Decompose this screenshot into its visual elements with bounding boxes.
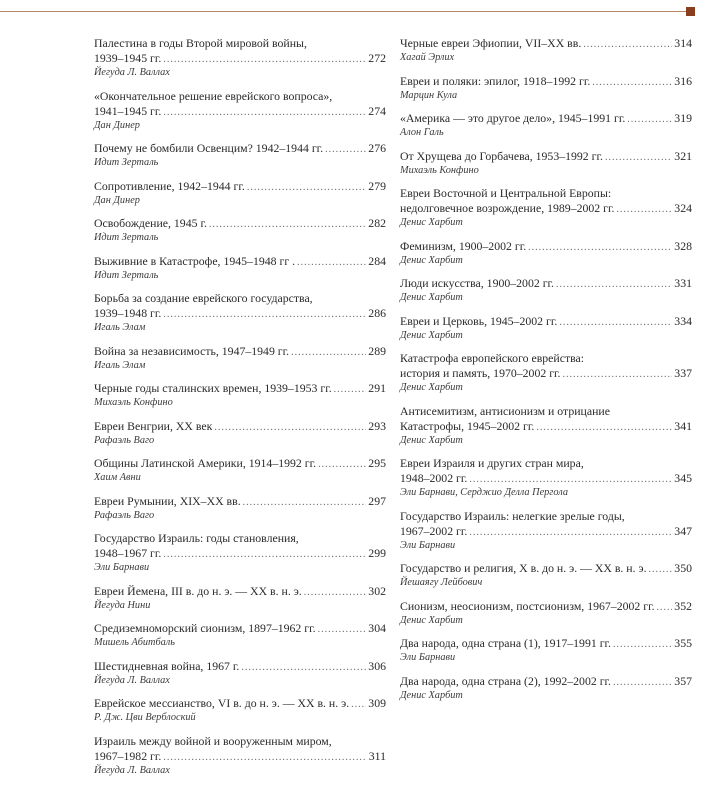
toc-entry[interactable] (400, 674, 692, 702)
entry-title-line (94, 179, 386, 195)
dot-leader (469, 525, 672, 540)
entry-author: Игаль Элам (94, 359, 146, 371)
entry-title: Государство и религия, X в. до н. э. — XX в. н. э. (400, 561, 647, 575)
page-number: 286 (368, 306, 386, 320)
entry-author: Михаэль Конфино (94, 397, 173, 408)
entry-title: Два народа, одна страна (1), 1917–1991 гг. (400, 636, 612, 650)
entry-title: Государство Израиль: нелегкие зрелые годы, (400, 508, 625, 523)
page-number: 355 (674, 636, 692, 650)
dot-leader (563, 367, 673, 382)
dot-leader (613, 675, 672, 690)
entry-author: Йегуда Л. Валлах (94, 764, 170, 776)
entry-author: Дан Динер (94, 119, 140, 131)
entry-title: Освобождение, 1945 г. (94, 216, 207, 230)
dot-leader (163, 105, 366, 120)
page-number: 274 (368, 103, 386, 118)
page-number: 316 (674, 73, 692, 88)
entry-title-line (94, 546, 386, 562)
toc-entry[interactable] (400, 404, 692, 447)
toc-entry[interactable] (94, 621, 386, 649)
entry-title-line (400, 419, 692, 435)
entry-title: Еврейское мессианство, VI в. до н. э. — XX в. н. э. (94, 696, 350, 710)
entry-title-line (94, 621, 386, 637)
entry-title: Палестина в годы Второй мировой войны, (94, 36, 307, 50)
entry-author: Дан Динер (94, 194, 140, 206)
dot-leader (325, 142, 366, 157)
entry-title-line (400, 599, 692, 615)
toc-entry[interactable] (400, 186, 692, 229)
entry-title-line (400, 404, 692, 419)
page-number: 304 (368, 621, 386, 635)
entry-title-line (94, 344, 386, 360)
entry-title-line (94, 51, 386, 67)
toc-entry[interactable] (94, 531, 386, 574)
entry-author: Денис Харбит (400, 614, 463, 626)
entry-title: недолговечное возрождение, 1989–2002 гг. (400, 201, 615, 215)
entry-title: Катастрофа европейского еврейства: (400, 351, 585, 365)
toc-entry[interactable] (94, 291, 386, 334)
dot-leader (627, 112, 672, 127)
entry-title: Евреи Йемена, III в. до н. э. — XX в. н. э. (94, 583, 302, 598)
entry-author: Идит Зерталь (94, 232, 159, 243)
toc-left-column (94, 36, 386, 786)
page-number: 295 (368, 456, 386, 470)
dot-leader (304, 585, 367, 600)
header-rule (0, 11, 690, 12)
page-number: 311 (368, 748, 386, 763)
page-number: 302 (368, 583, 386, 598)
dot-leader (536, 420, 672, 435)
entry-title: 1967–2002 гг. (400, 523, 468, 538)
dot-leader (616, 202, 672, 217)
entry-author: Хаим Авни (94, 472, 141, 483)
dot-leader (469, 472, 672, 487)
entry-title-line (400, 186, 692, 201)
entry-author: Марцин Кула (400, 89, 458, 101)
entry-author: Мишель Абитбаль (94, 637, 175, 648)
entry-title: Люди искусства, 1900–2002 гг. (400, 276, 554, 290)
entry-title: Феминизм, 1900–2002 гг. (400, 238, 527, 253)
entry-author: Эли Барнави (400, 652, 456, 663)
toc-entry[interactable] (400, 509, 692, 552)
toc-entry[interactable] (400, 239, 692, 267)
entry-author: Хагай Эрлих (400, 52, 455, 63)
entry-author: Йегуда Л. Валлах (94, 67, 170, 78)
entry-title-line (400, 509, 692, 524)
page-number: 284 (368, 253, 386, 268)
entry-title: 1941–1945 гг. (94, 103, 162, 118)
dot-leader (559, 315, 672, 330)
toc-entry[interactable] (94, 141, 386, 169)
entry-author: Денис Харбит (400, 254, 463, 266)
entry-author: Рафаэль Ваго (94, 434, 155, 446)
entry-title: 1948–1967 гг. (94, 546, 162, 560)
dot-leader (163, 750, 366, 765)
page-number: 309 (368, 696, 386, 710)
toc-entry[interactable] (94, 381, 386, 409)
toc-entry[interactable] (400, 456, 692, 499)
page-number: 357 (674, 673, 692, 688)
entry-title-line (400, 201, 692, 217)
page-number: 350 (674, 561, 692, 575)
dot-leader (291, 345, 366, 360)
entry-title-line (400, 111, 692, 127)
toc-entry[interactable] (94, 36, 386, 79)
page-number: 299 (368, 546, 386, 560)
entry-author: Денис Харбит (400, 434, 463, 446)
page-number: 314 (674, 36, 692, 50)
dot-leader (209, 217, 366, 232)
dot-leader (528, 240, 672, 255)
entry-title: Почему не бомбили Освенцим? 1942–1944 гг. (94, 141, 324, 155)
entry-author: Йегуда Нини (94, 599, 151, 611)
entry-author: Рафаэль Ваго (94, 509, 155, 521)
entry-title: Евреи Венгрии, XX век (94, 418, 213, 433)
entry-title-line (400, 674, 692, 690)
entry-author: Йешаягу Лейбович (400, 577, 483, 588)
entry-title-line (94, 306, 386, 322)
entry-title-line (94, 696, 386, 712)
page-number: 328 (674, 238, 692, 253)
entry-title: 1939–1945 гг. (94, 51, 162, 65)
toc-entry[interactable] (94, 216, 386, 244)
dot-leader (241, 660, 366, 675)
entry-title: Шестидневная война, 1967 г. (94, 658, 240, 673)
entry-title: «Окончательное решение еврейского вопроса», (94, 88, 333, 103)
dot-leader (592, 75, 672, 90)
entry-author: Эли Барнави (400, 539, 456, 551)
dot-leader (556, 277, 672, 292)
dot-leader (334, 382, 367, 397)
entry-title-line (94, 734, 386, 749)
page-number: 297 (368, 493, 386, 508)
dot-leader (318, 622, 367, 637)
entry-title: «Америка — это другое дело», 1945–1991 гг. (400, 111, 626, 125)
entry-title: Борьба за создание еврейского государства, (94, 291, 313, 305)
dot-leader (583, 37, 672, 52)
entry-author: Идит Зерталь (94, 157, 159, 168)
entry-title: Катастрофы, 1945–2002 гг. (400, 418, 535, 433)
toc-entry[interactable] (94, 734, 386, 777)
page-number: 272 (368, 51, 386, 65)
toc-right-column (400, 36, 692, 711)
entry-author: Алон Галь (400, 127, 444, 138)
page-number: 282 (368, 216, 386, 230)
entry-title: 1939–1948 гг. (94, 306, 162, 320)
entry-title: 1967–1982 гг. (94, 748, 162, 763)
toc-entry[interactable] (94, 344, 386, 372)
entry-author: Р. Дж. Цви Верблоский (94, 712, 196, 723)
dot-leader (163, 547, 366, 562)
dot-leader (297, 255, 366, 270)
toc-entry[interactable] (94, 456, 386, 484)
entry-title-line (400, 456, 692, 471)
entry-title: Средиземноморский сионизм, 1897–1962 гг. (94, 621, 316, 635)
entry-title-line (400, 636, 692, 652)
entry-title-line (94, 456, 386, 472)
toc-entry[interactable] (94, 584, 386, 612)
dot-leader (613, 637, 672, 652)
corner-marker (686, 7, 695, 16)
entry-title: Война за независимость, 1947–1949 гг. (94, 343, 290, 358)
toc-entry[interactable] (400, 36, 692, 64)
entry-title-line (400, 276, 692, 292)
toc-entry[interactable] (400, 351, 692, 394)
entry-title-line (94, 141, 386, 157)
dot-leader (649, 562, 673, 577)
entry-title-line (400, 471, 692, 487)
toc-entry[interactable] (400, 149, 692, 177)
page-number: 289 (368, 343, 386, 358)
toc-entry[interactable] (94, 254, 386, 282)
entry-title: Евреи Израиля и других стран мира, (400, 456, 584, 470)
entry-author: Эли Барнави (94, 562, 150, 573)
dot-leader (318, 457, 366, 472)
page-number: 337 (674, 366, 692, 380)
toc-entry[interactable] (94, 89, 386, 132)
entry-title: Выживние в Катастрофе, 1945–1948 гг . (94, 253, 296, 268)
entry-title-line (400, 524, 692, 540)
entry-title: От Хрущева до Горбачева, 1953–1992 гг. (400, 148, 603, 163)
entry-author: Денис Харбит (400, 217, 463, 228)
page-number: 319 (674, 111, 692, 125)
page-number: 341 (674, 418, 692, 433)
entry-title-line (400, 149, 692, 165)
entry-author: Михаэль Конфино (400, 164, 479, 176)
entry-title: Евреи Румынии, XIX–XX вв. (94, 493, 241, 508)
dot-leader (657, 600, 673, 615)
page-number: 347 (674, 523, 692, 538)
dot-leader (351, 697, 366, 712)
entry-title: Черные годы сталинских времен, 1939–1953 гг. (94, 381, 332, 395)
entry-title-line (94, 494, 386, 510)
toc-entry[interactable] (400, 599, 692, 627)
page-number: 324 (674, 201, 692, 215)
entry-author: Денис Харбит (400, 329, 463, 341)
entry-author: Денис Харбит (400, 382, 463, 393)
entry-title: Государство Израиль: годы становления, (94, 531, 299, 545)
dot-leader (163, 307, 366, 322)
toc-entry[interactable] (400, 111, 692, 139)
toc-entry[interactable] (94, 494, 386, 522)
entry-title-line (94, 291, 386, 306)
entry-title-line (400, 314, 692, 330)
entry-title-line (400, 561, 692, 577)
entry-title: история и память, 1970–2002 гг. (400, 366, 561, 380)
entry-title-line (400, 351, 692, 366)
entry-title-line (94, 216, 386, 232)
entry-title-line (94, 89, 386, 104)
page-number: 331 (674, 276, 692, 290)
toc-entry[interactable] (400, 636, 692, 664)
entry-author: Йегуда Л. Валлах (94, 674, 170, 686)
entry-title-line (94, 749, 386, 765)
toc-entry[interactable] (400, 74, 692, 102)
toc-entry[interactable] (94, 419, 386, 447)
entry-title-line (400, 366, 692, 382)
entry-title-line (94, 584, 386, 600)
toc-entry[interactable] (400, 276, 692, 304)
page-number: 293 (368, 418, 386, 433)
entry-title-line (400, 74, 692, 90)
entry-title: Антисемитизм, антисионизм и отрицание (400, 403, 610, 418)
page-number: 334 (674, 313, 692, 328)
page-number: 306 (368, 658, 386, 673)
toc-entry[interactable] (400, 314, 692, 342)
toc-entry[interactable] (94, 659, 386, 687)
entry-author: Игаль Элам (94, 322, 146, 333)
entry-author: Эли Барнави, Серджио Делла Пергола (400, 487, 568, 498)
entry-title-line (94, 381, 386, 397)
entry-title: Евреи Восточной и Центральной Европы: (400, 186, 612, 200)
dot-leader (163, 52, 366, 67)
toc-entry[interactable] (400, 561, 692, 589)
page-number: 352 (674, 598, 692, 613)
entry-title: Сионизм, неосионизм, постсионизм, 1967–2002 гг. (400, 598, 655, 613)
dot-leader (605, 150, 672, 165)
entry-title: Сопротивление, 1942–1944 гг. (94, 178, 245, 193)
page-number: 276 (368, 141, 386, 155)
entry-title-line (94, 104, 386, 120)
entry-title: Черные евреи Эфиопии, VII–XX вв. (400, 36, 582, 50)
entry-title: Два народа, одна страна (2), 1992–2002 гг. (400, 673, 612, 688)
dot-leader (247, 180, 366, 195)
page-number: 345 (674, 471, 692, 485)
entry-title: Евреи и Церковь, 1945–2002 гг. (400, 313, 558, 328)
page-number: 279 (368, 178, 386, 193)
entry-author: Денис Харбит (400, 292, 463, 303)
entry-title-line (400, 239, 692, 255)
page-number: 291 (368, 381, 386, 395)
entry-author: Денис Харбит (400, 689, 463, 701)
entry-title: 1948–2002 гг. (400, 471, 468, 485)
entry-title-line (94, 419, 386, 435)
entry-title-line (94, 659, 386, 675)
entry-title-line (94, 254, 386, 270)
dot-leader (243, 495, 367, 510)
dot-leader (214, 420, 366, 435)
toc-entry[interactable] (94, 179, 386, 207)
entry-title: Евреи и поляки: эпилог, 1918–1992 гг. (400, 73, 591, 88)
entry-title-line (94, 36, 386, 51)
entry-title: Израиль между войной и вооруженным миром, (94, 733, 332, 748)
entry-title-line (94, 531, 386, 546)
toc-entry[interactable] (94, 696, 386, 724)
entry-title-line (400, 36, 692, 52)
page-number: 321 (674, 148, 692, 163)
entry-author: Идит Зерталь (94, 269, 159, 281)
entry-title: Общины Латинской Америки, 1914–1992 гг. (94, 456, 317, 470)
